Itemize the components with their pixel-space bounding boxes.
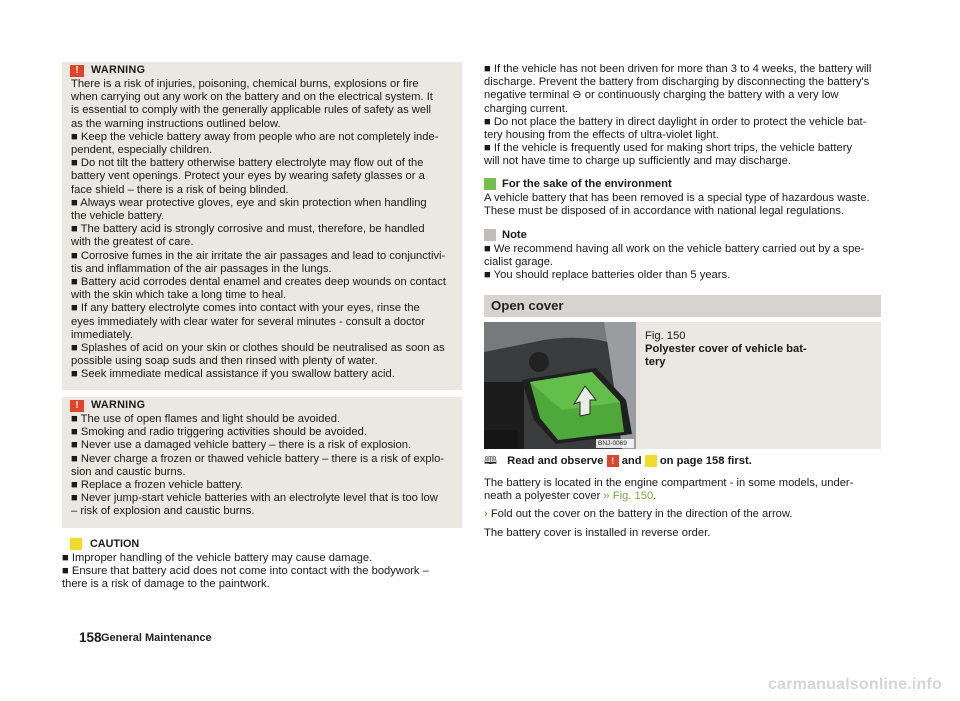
book-icon: 🕮 — [484, 455, 498, 467]
text-line: when carrying out any work on the battery and on the electrical system. It — [71, 91, 433, 104]
text-line: battery vent openings. Protect your eyes by wearing safety glasses or a — [71, 170, 425, 183]
text-line: immediately. — [71, 328, 133, 341]
environment-title: For the sake of the environment — [502, 178, 672, 190]
text-line: cialist garage. — [484, 256, 554, 269]
text-line: ■ Keep the vehicle battery away from people who are not completely inde- — [71, 130, 439, 143]
environment-block — [484, 178, 884, 218]
read-and-observe — [484, 455, 884, 468]
engine-compartment-image — [484, 322, 636, 449]
caution-block — [62, 538, 462, 592]
read-observe-prefix: Read and observe — [507, 455, 604, 467]
text-line: ■ Never jump-start vehicle batteries with an electrolyte level that is too low — [71, 492, 438, 505]
note-icon — [484, 229, 496, 241]
body-text — [484, 477, 884, 540]
warning-icon: ! — [70, 400, 84, 412]
body-line2-text: neath a polyester cover — [484, 490, 601, 503]
text-line: ■ Replace a frozen vehicle battery. — [71, 479, 243, 492]
text-line: with the greatest of care. — [71, 236, 194, 249]
section-title: Open cover — [491, 298, 564, 313]
note-title: Note — [502, 229, 527, 241]
figure-caption-line1: Polyester cover of vehicle bat- — [645, 343, 807, 356]
figure-link[interactable]: » Fig. 150 — [603, 490, 654, 503]
text-line: ■ Never charge a frozen or thawed vehicle battery – there is a risk of explo- — [71, 452, 445, 465]
body-final: The battery cover is installed in reverse order. — [484, 526, 711, 539]
figure-150 — [484, 322, 881, 449]
text-line: ■ You should replace batteries older than 5 years. — [484, 269, 731, 282]
warning-box-battery-risks — [62, 62, 462, 390]
body-line1: The battery is located in the engine compartment - in some models, under- — [484, 477, 854, 489]
text-line: there is a risk of damage to the paintwork. — [62, 578, 270, 591]
watermark: carmanualsonline.info — [768, 676, 943, 693]
warning-text — [71, 78, 453, 382]
text-line: ■ If the vehicle has not been driven for more than 3 to 4 weeks, the battery will — [484, 63, 872, 75]
text-line: ■ We recommend having all work on the vehicle battery carried out by a spe- — [484, 243, 865, 255]
figure-code: BNJ-0069 — [598, 440, 627, 447]
text-line: ■ Do not tilt the battery otherwise battery electrolyte may flow out of the — [71, 157, 424, 170]
figure-caption-line2: tery — [645, 356, 666, 369]
warning-icon: ! — [70, 65, 84, 77]
text-line: ■ Corrosive fumes in the air irritate the air passages and lead to conjunctivi- — [71, 249, 446, 262]
read-observe-suffix: on page 158 first. — [659, 455, 752, 467]
text-line: tery housing from the effects of ultra-violet light. — [484, 129, 719, 142]
warning-title: WARNING — [91, 64, 146, 76]
text-line: eyes immediately with clear water for several minutes - consult a doctor — [71, 315, 425, 328]
step-arrow-icon: › — [484, 508, 488, 521]
read-observe-and: and — [621, 455, 642, 467]
figure-caption — [645, 330, 865, 370]
figure-number: Fig. 150 — [645, 330, 686, 342]
chapter-title: General Maintenance — [101, 632, 212, 644]
warning-title: WARNING — [91, 399, 146, 411]
battery-discharge-notes — [484, 63, 884, 169]
text-line: sion and caustic burns. — [71, 465, 186, 478]
text-line: ■ If the vehicle is frequently used for making short trips, the vehicle battery — [484, 142, 853, 155]
note-block — [484, 229, 884, 283]
text-line: ■ Ensure that battery acid does not come into contact with the bodywork – — [62, 565, 429, 578]
battery-cover-photo — [484, 322, 636, 449]
text-line: ■ Do not place the battery in direct daylight in order to protect the vehicle bat- — [484, 115, 867, 128]
warning-text — [71, 413, 453, 519]
text-line: ■ The use of open flames and light should be avoided. — [71, 413, 341, 425]
body-line2-end: . — [653, 490, 657, 503]
text-line: ■ Battery acid corrodes dental enamel and creates deep wounds on contact — [71, 276, 446, 289]
text-line: ■ The battery acid is strongly corrosive and must, therefore, be handled — [71, 223, 425, 236]
text-line: possible using soap suds and then rinsed with plenty of water. — [71, 355, 378, 368]
section-heading-bar — [484, 295, 881, 317]
text-line: discharge. Prevent the battery from discharging by disconnecting the battery's — [484, 76, 870, 89]
text-line: A vehicle battery that has been removed is a special type of hazardous waste. — [484, 192, 870, 204]
body-line2 — [484, 490, 884, 503]
text-line: ■ Never use a damaged vehicle battery – there is a risk of explosion. — [71, 439, 412, 452]
warning-box-explosion — [62, 397, 462, 528]
page-number: 158 — [79, 630, 102, 645]
environment-icon — [484, 178, 496, 190]
text-line: These must be disposed of in accordance with national legal regulations. — [484, 205, 845, 218]
text-line: ■ If any battery electrolyte comes into contact with your eyes, rinse the — [71, 302, 420, 315]
text-line: with the skin which take a long time to heal. — [71, 289, 287, 302]
text-line: is essential to comply with the generally applicable rules of safety as well — [71, 104, 432, 117]
caution-icon — [70, 538, 82, 550]
text-line: charging current. — [484, 102, 568, 115]
step-item — [484, 508, 884, 521]
text-line: ■ Splashes of acid on your skin or clothes should be neutralised as soon as — [71, 342, 445, 355]
warning-ref-icon: ! — [607, 455, 619, 467]
text-line: ■ Seek immediate medical assistance if you swallow battery acid. — [71, 368, 395, 381]
caution-ref-icon — [645, 455, 657, 467]
text-line: ■ Always wear protective gloves, eye and skin protection when handling — [71, 196, 427, 209]
text-line: face shield – there is a risk of being blinded. — [71, 183, 289, 196]
text-line: There is a risk of injuries, poisoning, chemical burns, explosions or fire — [71, 78, 419, 90]
text-line: as the warning instructions outlined below. — [71, 117, 281, 130]
text-line: the vehicle battery. — [71, 210, 165, 223]
text-line: negative terminal ⊖ or continuously charging the battery with a very low — [484, 89, 839, 102]
step-text: Fold out the cover on the battery in the direction of the arrow. — [490, 508, 793, 521]
text-line: tis and inflammation of the air passages in the lungs. — [71, 262, 332, 275]
text-line: will not have time to charge up sufficiently and may discharge. — [484, 155, 791, 168]
text-line: – risk of explosion and caustic burns. — [71, 505, 255, 518]
text-line: ■ Smoking and radio triggering activities should be avoided. — [71, 426, 367, 439]
caution-title: CAUTION — [90, 538, 140, 550]
caution-text — [62, 552, 462, 592]
text-line: ■ Improper handling of the vehicle battery may cause damage. — [62, 552, 373, 564]
text-line: pendent, especially children. — [71, 144, 213, 157]
